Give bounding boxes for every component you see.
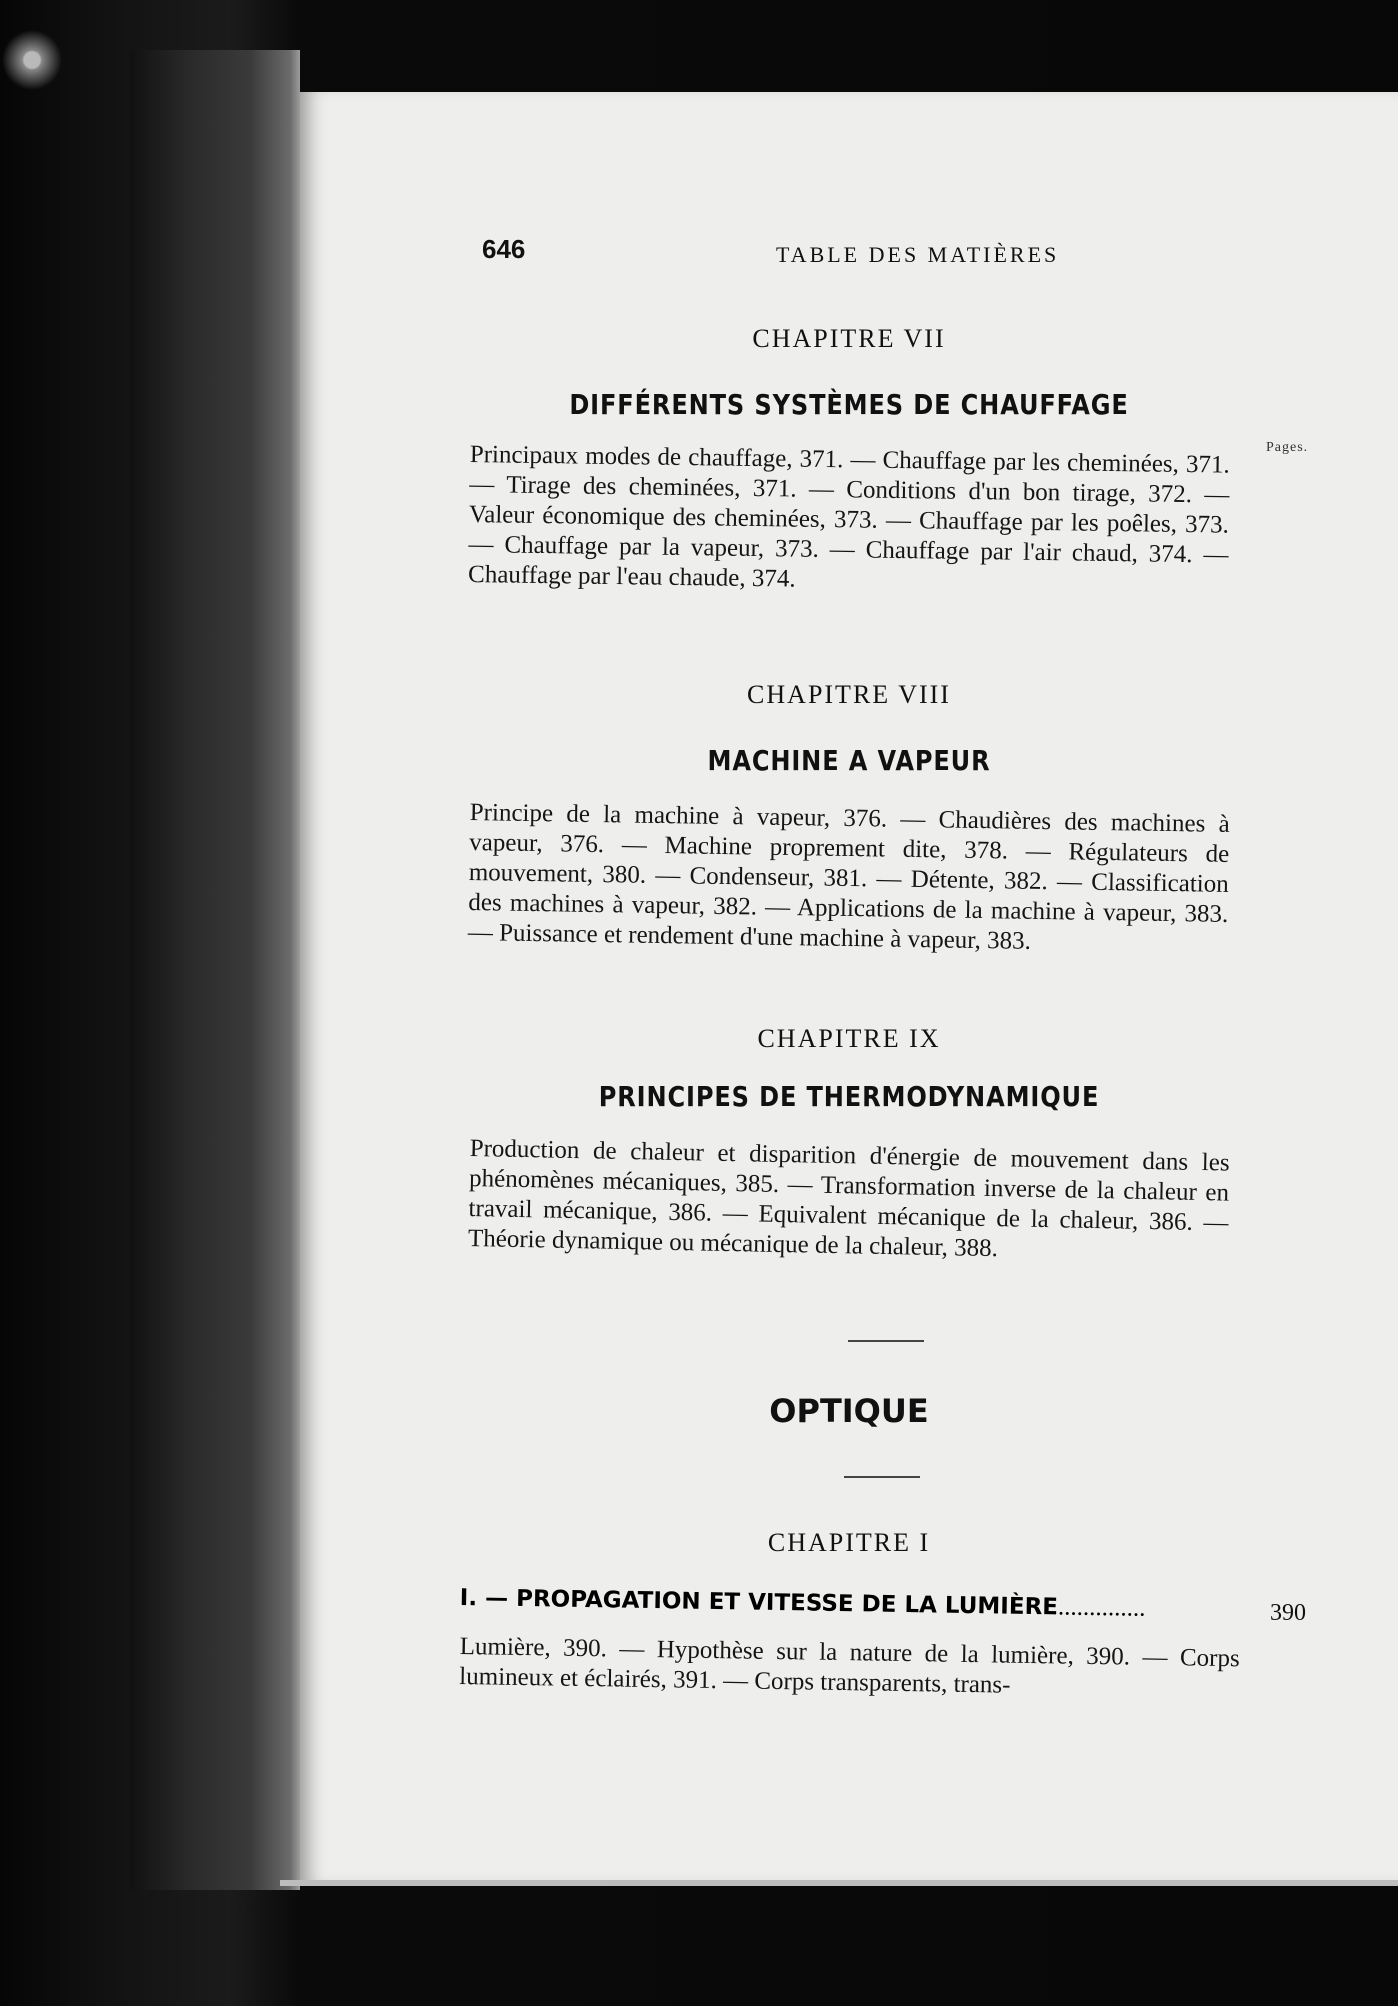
toc-leader-dots: .............. [1057, 1593, 1146, 1622]
page-bottom-edge [280, 1880, 1398, 1886]
chapter-viii-summary: Principe de la machine à vapeur, 376. — Chaudières des machines à vapeur, 376. — Machine proprement dite, 378. — Régulateurs de mouvement, 380. — Condenseur, 381. — Détente, 382. — Classification des machines à vapeur, 382. — Applications de la machine à vapeur, 383. — Puissance et rendement d'une machine à vapeur, 383. [467, 798, 1230, 955]
toc-entry-title: I. — PROPAGATION ET VITESSE DE LA LUMIÈRE [459, 1584, 1059, 1621]
chapter-i-summary: Lumière, 390. — Hypothèse sur la nature de la lumière, 390. — Corps lumineux et éclairés, 391. — Corps transparents, trans- [459, 1632, 1240, 1699]
running-head: TABLE DES MATIÈRES [776, 242, 1060, 267]
toc-entry [460, 1584, 1320, 1626]
chapter-vii-summary: Principaux modes de chauffage, 371. — Chauffage par les cheminées, 371. — Tirage des cheminées, 371. — Conditions d'un bon tirage, 372. — Valeur économique des cheminées, 373. — Chauffage par les poêles, 373. — Chauffage par la vapeur, 373. — Chauffage par l'air chaud, 374. — Chauffage par l'eau chaude, 374. [467, 440, 1230, 593]
scan-speck [0, 30, 80, 90]
pages-column-label: Pages. [1266, 440, 1309, 455]
book-binding-edge [130, 50, 300, 1890]
divider-rule [848, 1340, 924, 1342]
chapter-i-label: CHAPITRE I [767, 1528, 931, 1557]
chapter-ix-summary: Production de chaleur et disparition d'énergie de mouvement dans les phénomènes mécaniques, 385. — Transformation inverse de la chaleur en travail mécanique, 386. — Equivalent mécanique de la chaleur, 386. — Théorie dynamique ou mécanique de la chaleur, 388. [467, 1134, 1230, 1263]
toc-entry-page: 390 [1270, 1600, 1306, 1626]
divider-rule [844, 1476, 920, 1478]
chapter-vii-label: CHAPITRE VII [752, 324, 946, 353]
page-number: 646 [482, 234, 526, 264]
section-title: OPTIQUE [769, 1392, 929, 1430]
chapter-ix-title: PRINCIPES DE THERMODYNAMIQUE [598, 1080, 1100, 1113]
chapter-ix-label: CHAPITRE IX [757, 1024, 941, 1053]
chapter-vii-title: DIFFÉRENTS SYSTÈMES DE CHAUFFAGE [569, 388, 1129, 421]
chapter-viii-title: MACHINE A VAPEUR [707, 744, 991, 777]
book-page [300, 92, 1398, 1882]
chapter-viii-label: CHAPITRE VIII [747, 680, 951, 709]
